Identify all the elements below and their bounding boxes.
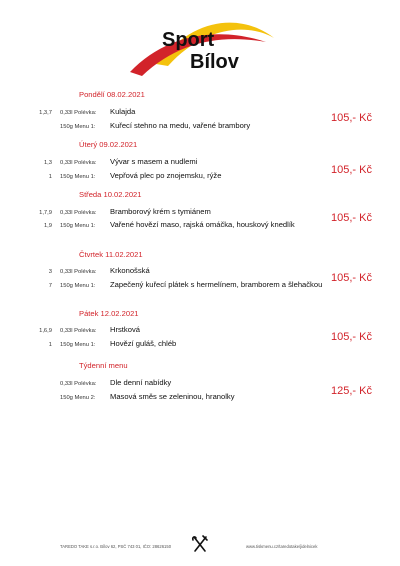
price: 105,- Kč [331, 112, 372, 124]
allergen-code: 1,7,9 [39, 210, 52, 216]
allergen-code: 1,3 [43, 160, 52, 166]
portion-label: 150g Menu 1: [60, 283, 96, 289]
portion-label: 0,33l Polévka: [60, 210, 97, 216]
allergen-code: 1 [48, 342, 52, 348]
day-title: Pátek 12.02.2021 [79, 309, 139, 318]
dish-name: Dle denní nabídky [110, 378, 172, 387]
day-title: Čtvrtek 11.02.2021 [79, 250, 143, 259]
allergen-code: 1,9 [43, 223, 52, 229]
price: 125,- Kč [331, 385, 372, 397]
allergen-code: 1,6,9 [39, 328, 52, 334]
dish-name: Vařené hovězí maso, rajská omáčka, houskový knedlík [110, 220, 295, 229]
portion-label: 0,33l Polévka: [60, 110, 97, 116]
price: 105,- Kč [331, 164, 372, 176]
logo-text-bilov: Bílov [190, 51, 239, 73]
footer-website: www.tiskmenu.cz/taredotake/jidelnicek [246, 544, 318, 549]
dish-name: Hovězí guláš, chléb [110, 339, 177, 348]
day-title: Úterý 09.02.2021 [79, 140, 138, 149]
portion-label: 0,33l Polévka: [60, 160, 97, 166]
dish-name: Vývar s masem a nudlemi [110, 157, 198, 166]
allergen-code: 3 [48, 269, 52, 275]
portion-label: 0,33l Polévka: [60, 328, 97, 334]
footer-company-info: TAREDO TAKE s.r.o. Bílov 62, PSČ 743 01, IČO: 28626150 [60, 544, 172, 549]
price: 105,- Kč [331, 331, 372, 343]
price: 105,- Kč [331, 272, 372, 284]
dish-name: Krkonošská [110, 266, 150, 275]
allergen-code: 1 [48, 174, 52, 180]
portion-label: 150g Menu 1: [60, 124, 96, 130]
dish-name: Kuřecí stehno na medu, vařené brambory [110, 121, 251, 130]
day-title: Středa 10.02.2021 [79, 190, 142, 199]
portion-label: 150g Menu 2: [60, 395, 96, 401]
logo-text-sport: Sport [162, 29, 215, 51]
dish-name: Zapečený kuřecí plátek s hermelínem, bramborem a šlehačkou [110, 280, 323, 289]
dish-name: Masová směs se zeleninou, hranolky [110, 392, 235, 401]
day-title: Týdenní menu [79, 361, 128, 370]
sport-bilov-logo [128, 20, 274, 76]
allergen-code: 1,3,7 [39, 110, 52, 116]
portion-label: 150g Menu 1: [60, 223, 96, 229]
dish-name: Bramborový krém s tymiánem [110, 207, 211, 216]
allergen-code: 7 [48, 283, 52, 289]
day-title: Pondělí 08.02.2021 [79, 90, 145, 99]
dish-name: Hrstková [110, 325, 140, 334]
portion-label: 0,33l Polévka: [60, 381, 97, 387]
portion-label: 150g Menu 1: [60, 342, 96, 348]
dish-name: Kulajda [110, 107, 136, 116]
portion-label: 150g Menu 1: [60, 174, 96, 180]
price: 105,- Kč [331, 212, 372, 224]
cutlery-icon [190, 534, 210, 554]
portion-label: 0,33l Polévka: [60, 269, 97, 275]
dish-name: Vepřová plec po znojemsku, rýže [110, 171, 222, 180]
